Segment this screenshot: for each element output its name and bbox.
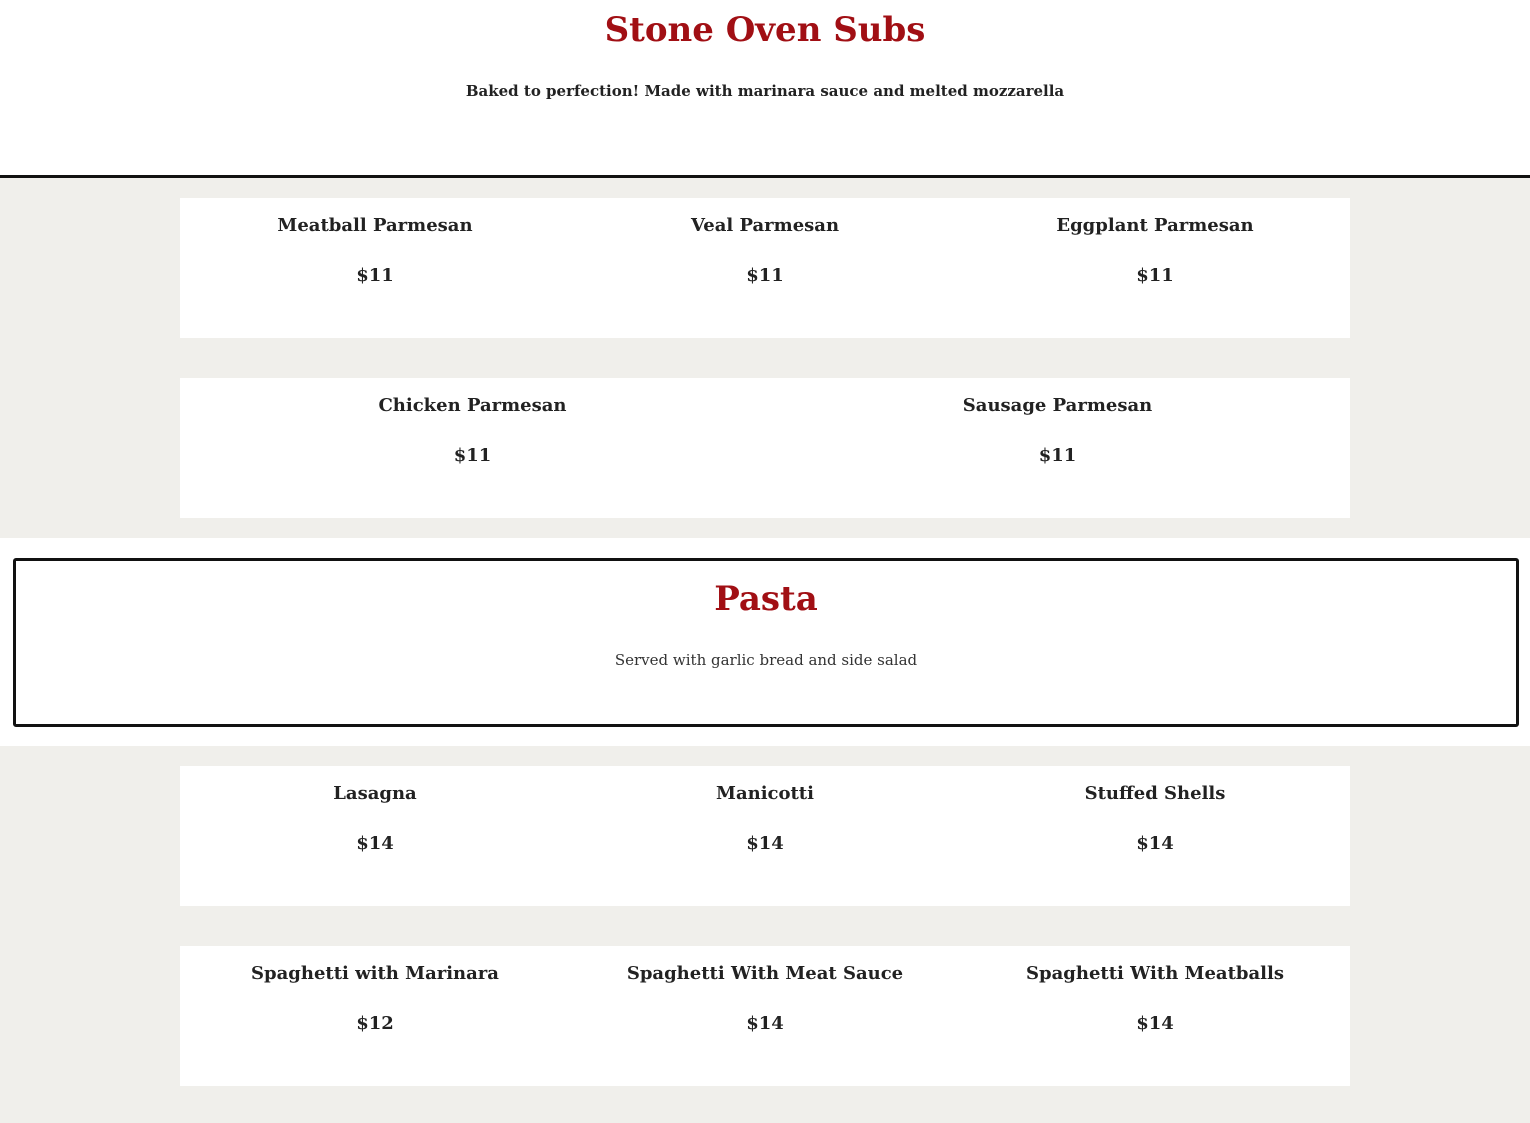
menu-item-price: $11 (1136, 265, 1174, 286)
menu-item-price: $14 (1136, 1013, 1174, 1034)
pasta-items-band (0, 746, 1530, 1123)
menu-item[interactable] (570, 198, 960, 338)
subs-row-1 (180, 198, 1350, 338)
menu-item-name: Stuffed Shells (1084, 783, 1226, 804)
menu-item-price: $11 (746, 265, 784, 286)
menu-item-name: Chicken Parmesan (378, 395, 567, 416)
pasta-section-title: Pasta (714, 579, 818, 619)
pasta-section-header (13, 558, 1519, 727)
menu-item[interactable] (960, 198, 1350, 338)
menu-item[interactable] (960, 766, 1350, 906)
menu-item-price: $11 (453, 445, 492, 466)
menu-item-price: $14 (1136, 833, 1174, 854)
subs-section-title: Stone Oven Subs (604, 10, 926, 50)
menu-item[interactable] (180, 766, 570, 906)
menu-item-name: Eggplant Parmesan (1056, 215, 1254, 236)
menu-item[interactable] (180, 378, 765, 518)
subs-section-header (0, 0, 1530, 178)
menu-item[interactable] (765, 378, 1350, 518)
menu-item-name: Spaghetti With Meat Sauce (626, 963, 904, 984)
menu-item[interactable] (180, 198, 570, 338)
menu-item-name: Lasagna (333, 783, 417, 804)
menu-item-name: Spaghetti With Meatballs (1026, 963, 1284, 984)
menu-item-price: $14 (356, 833, 394, 854)
menu-item-name: Sausage Parmesan (962, 395, 1153, 416)
subs-items-band (0, 178, 1530, 538)
menu-item[interactable] (570, 946, 960, 1086)
menu-item[interactable] (960, 946, 1350, 1086)
menu-item-price: $14 (746, 833, 784, 854)
subs-row-2 (180, 378, 1350, 518)
menu-item-name: Veal Parmesan (690, 215, 840, 236)
menu-item-name: Spaghetti with Marinara (251, 963, 499, 984)
menu-item-price: $14 (746, 1013, 784, 1034)
menu-item-price: $12 (356, 1013, 394, 1034)
menu-item-price: $11 (1038, 445, 1077, 466)
menu-item[interactable] (180, 946, 570, 1086)
menu-item-name: Meatball Parmesan (277, 215, 473, 236)
pasta-row-1 (180, 766, 1350, 906)
menu-item-price: $11 (356, 265, 394, 286)
pasta-section-description: Served with garlic bread and side salad (614, 651, 918, 669)
pasta-row-2 (180, 946, 1350, 1086)
menu-item[interactable] (570, 766, 960, 906)
menu-item-name: Manicotti (716, 783, 814, 804)
subs-section-description: Baked to perfection! Made with marinara sauce and melted mozzarella (465, 82, 1065, 100)
